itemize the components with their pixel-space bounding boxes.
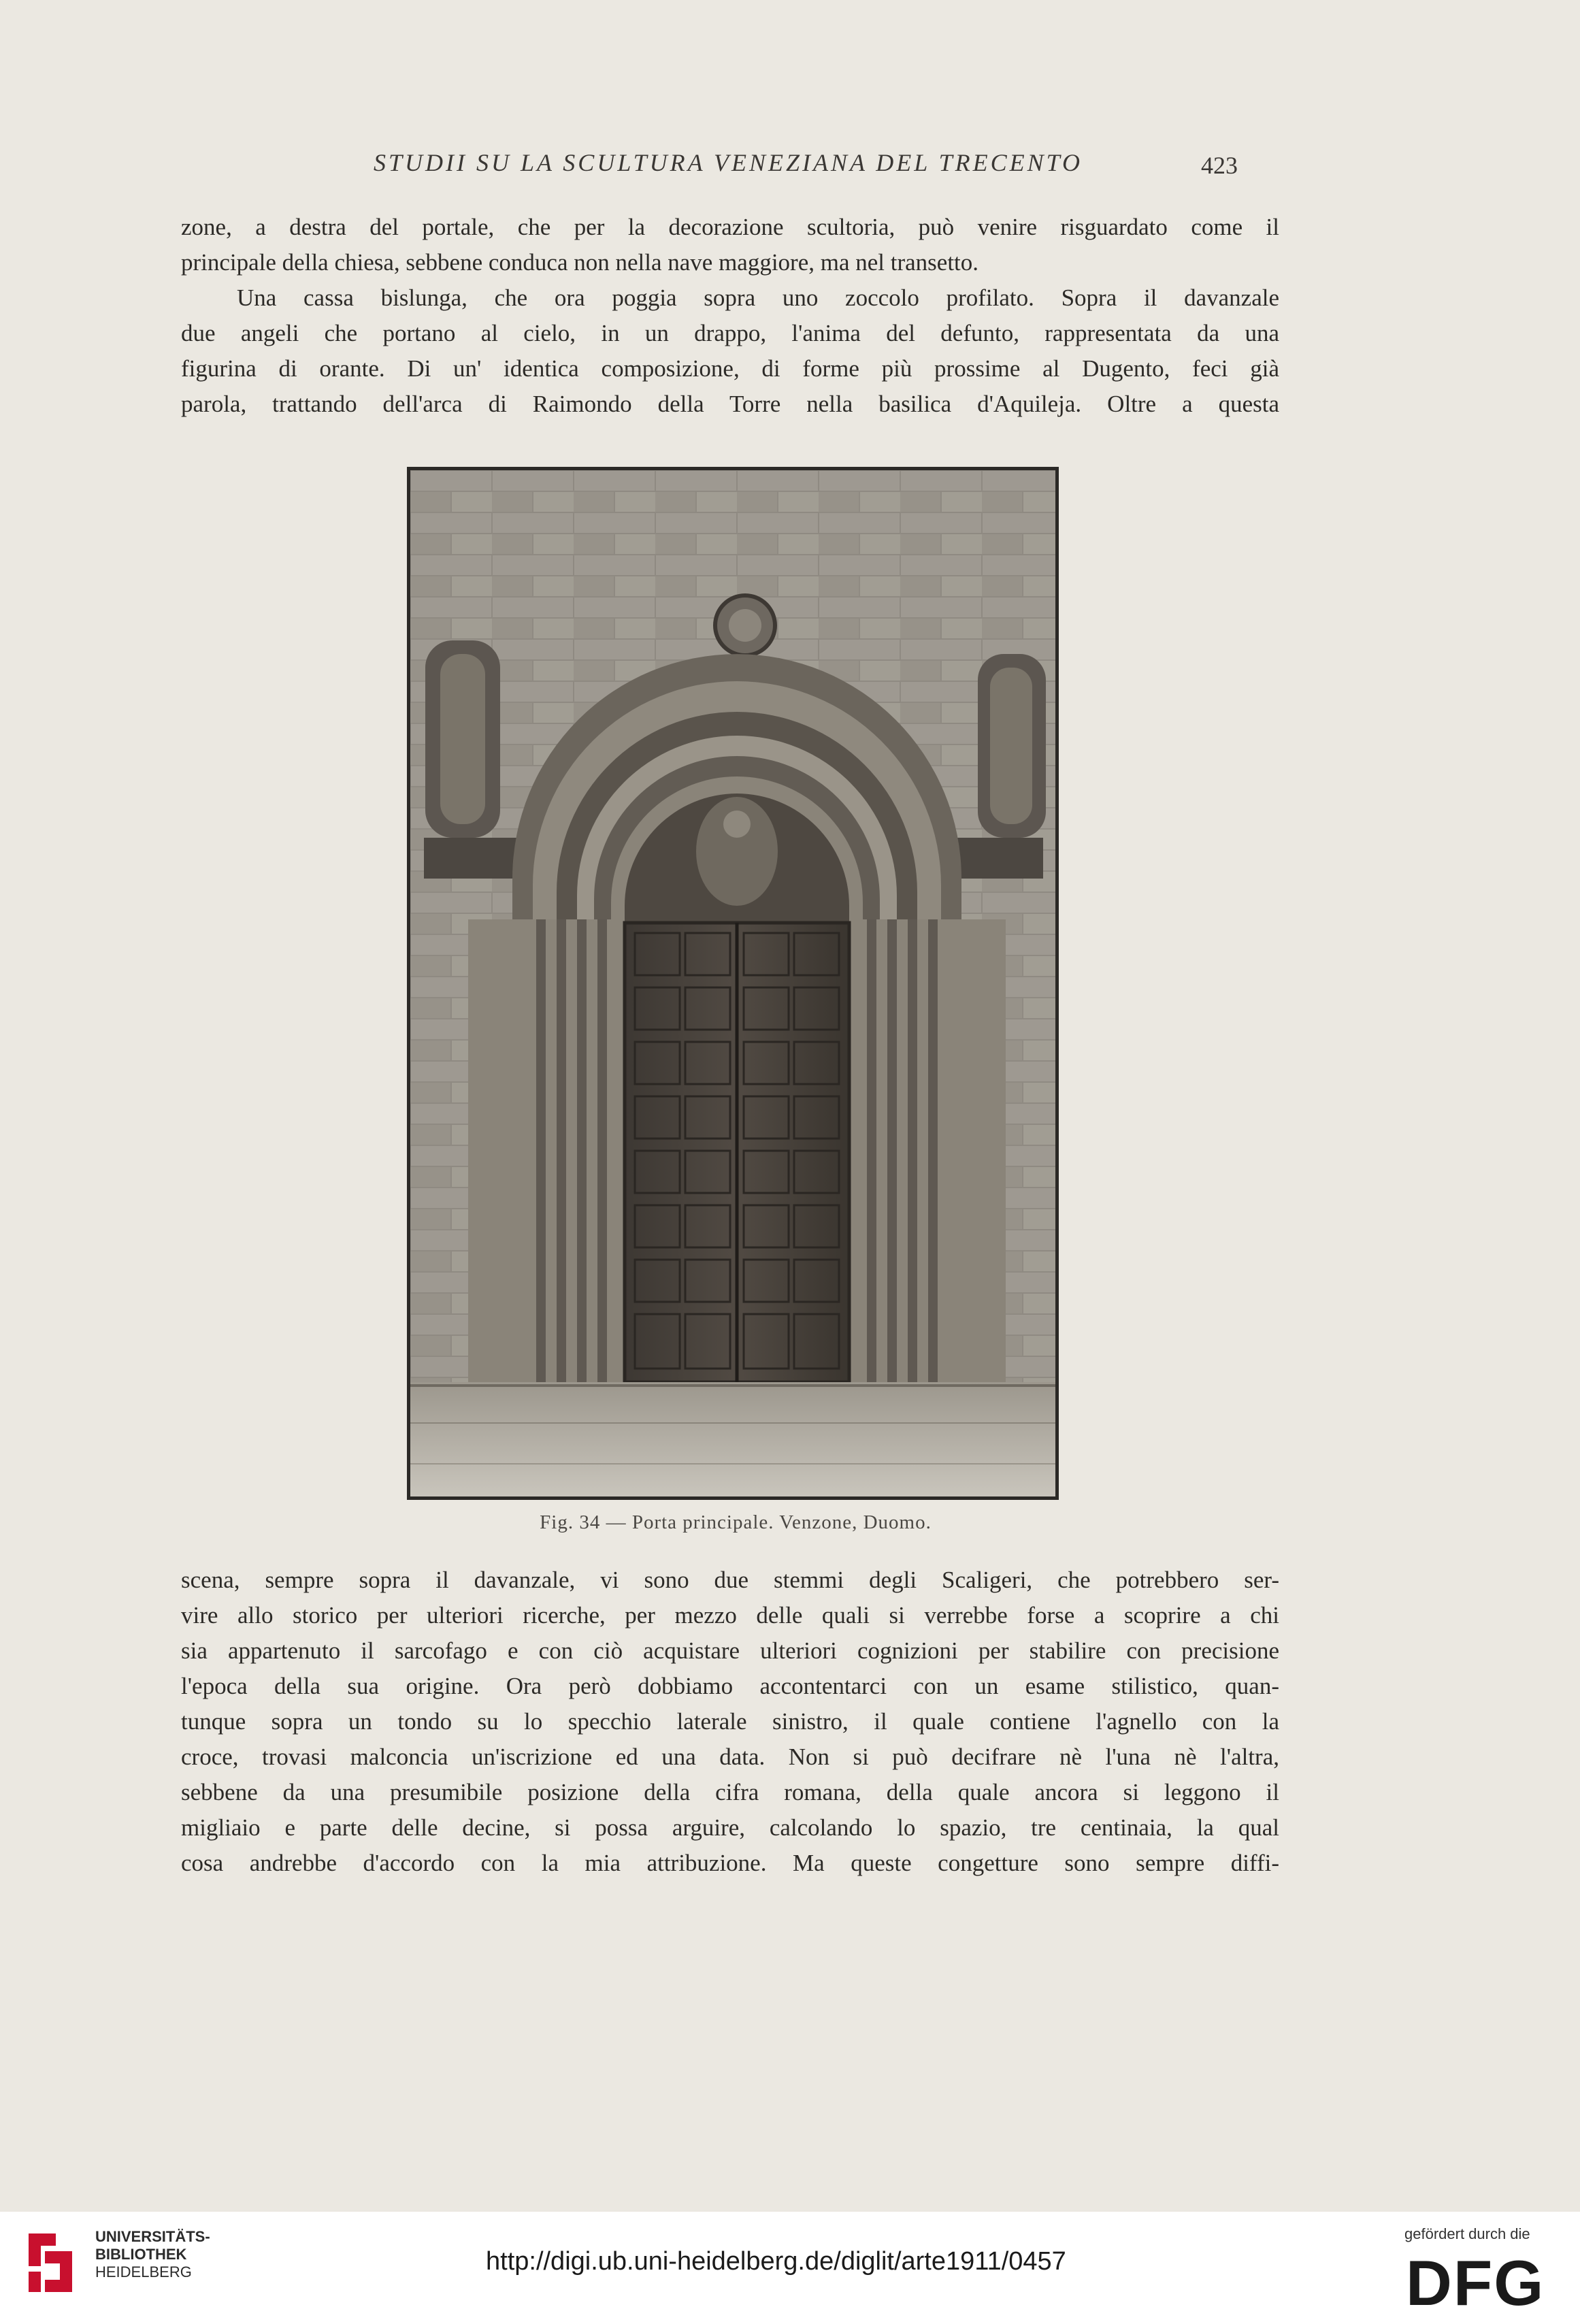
text-line: migliaio e parte delle decine, si possa arguire, calcolando lo spazio, tre centinaia, la qual: [181, 1814, 1279, 1841]
text-line: zone, a destra del portale, che per la decorazione scultoria, può venire risguardato come il: [181, 214, 1279, 240]
text-line: l'epoca della sua origine. Ora però dobbiamo accontentarci con un esame stilistico, quan-: [181, 1673, 1279, 1699]
library-name-line: HEIDELBERG: [95, 2263, 192, 2280]
library-name: [95, 2228, 210, 2281]
text-line: tunque sopra un tondo su lo specchio laterale sinistro, il quale contiene l'agnello con la: [181, 1708, 1279, 1735]
text-line: croce, trovasi malconcia un'iscrizione ed una data. Non si può decifrare nè l'una nè l'altra,: [181, 1744, 1279, 1770]
text-line: sia appartenuto il sarcofago e con ciò acquistare ulteriori cognizioni per stabilire con precisione: [181, 1637, 1279, 1664]
permalink-url[interactable]: http://digi.ub.uni-heidelberg.de/diglit/arte1911/0457: [486, 2247, 1066, 2276]
page-number: 423: [1201, 152, 1238, 179]
text-line: sebbene da una presumibile posizione della cifra romana, della quale ancora si leggono il: [181, 1779, 1279, 1805]
text-line: Una cassa bislunga, che ora poggia sopra uno zoccolo profilato. Sopra il davanzale: [237, 284, 1279, 311]
text-line: figurina di orante. Di un' identica composizione, di forme più prossime al Dugento, feci già: [181, 355, 1279, 382]
body-text-bottom: [181, 1562, 1279, 1881]
digitization-footer: [0, 2212, 1580, 2324]
library-logo-icon: [15, 2225, 83, 2300]
library-name-line: BIBLIOTHEK: [95, 2246, 187, 2263]
text-line: parola, trattando dell'arca di Raimondo della Torre nella basilica d'Aquileja. Oltre a questa: [181, 391, 1279, 417]
library-name-line: UNIVERSITÄTS-: [95, 2228, 210, 2245]
text-line: vire allo storico per ulteriori ricerche, per mezzo delle quali si verrebbe forse a scoprire a chi: [181, 1602, 1279, 1629]
text-line: scena, sempre sopra il davanzale, vi sono due stemmi degli Scaligeri, che potrebbero ser-: [181, 1567, 1279, 1593]
figure-caption: Fig. 34 — Porta principale. Venzone, Duomo.: [540, 1511, 932, 1533]
text-line: due angeli che portano al cielo, in un drappo, l'anima del defunto, rappresentata da una: [181, 320, 1279, 346]
text-line: principale della chiesa, sebbene conduca non nella nave maggiore, ma nel transetto.: [181, 249, 979, 276]
portal-photograph: [407, 467, 1059, 1500]
running-title: STUDII SU LA SCULTURA VENEZIANA DEL TRECENTO: [373, 149, 1083, 176]
body-text-top: [181, 210, 1279, 422]
text-line: cosa andrebbe d'accordo con la mia attribuzione. Ma queste congetture sono sempre diffi-: [181, 1850, 1279, 1876]
sponsor-note: gefördert durch die: [1404, 2225, 1530, 2242]
dfg-logo: DFG: [1406, 2247, 1545, 2319]
